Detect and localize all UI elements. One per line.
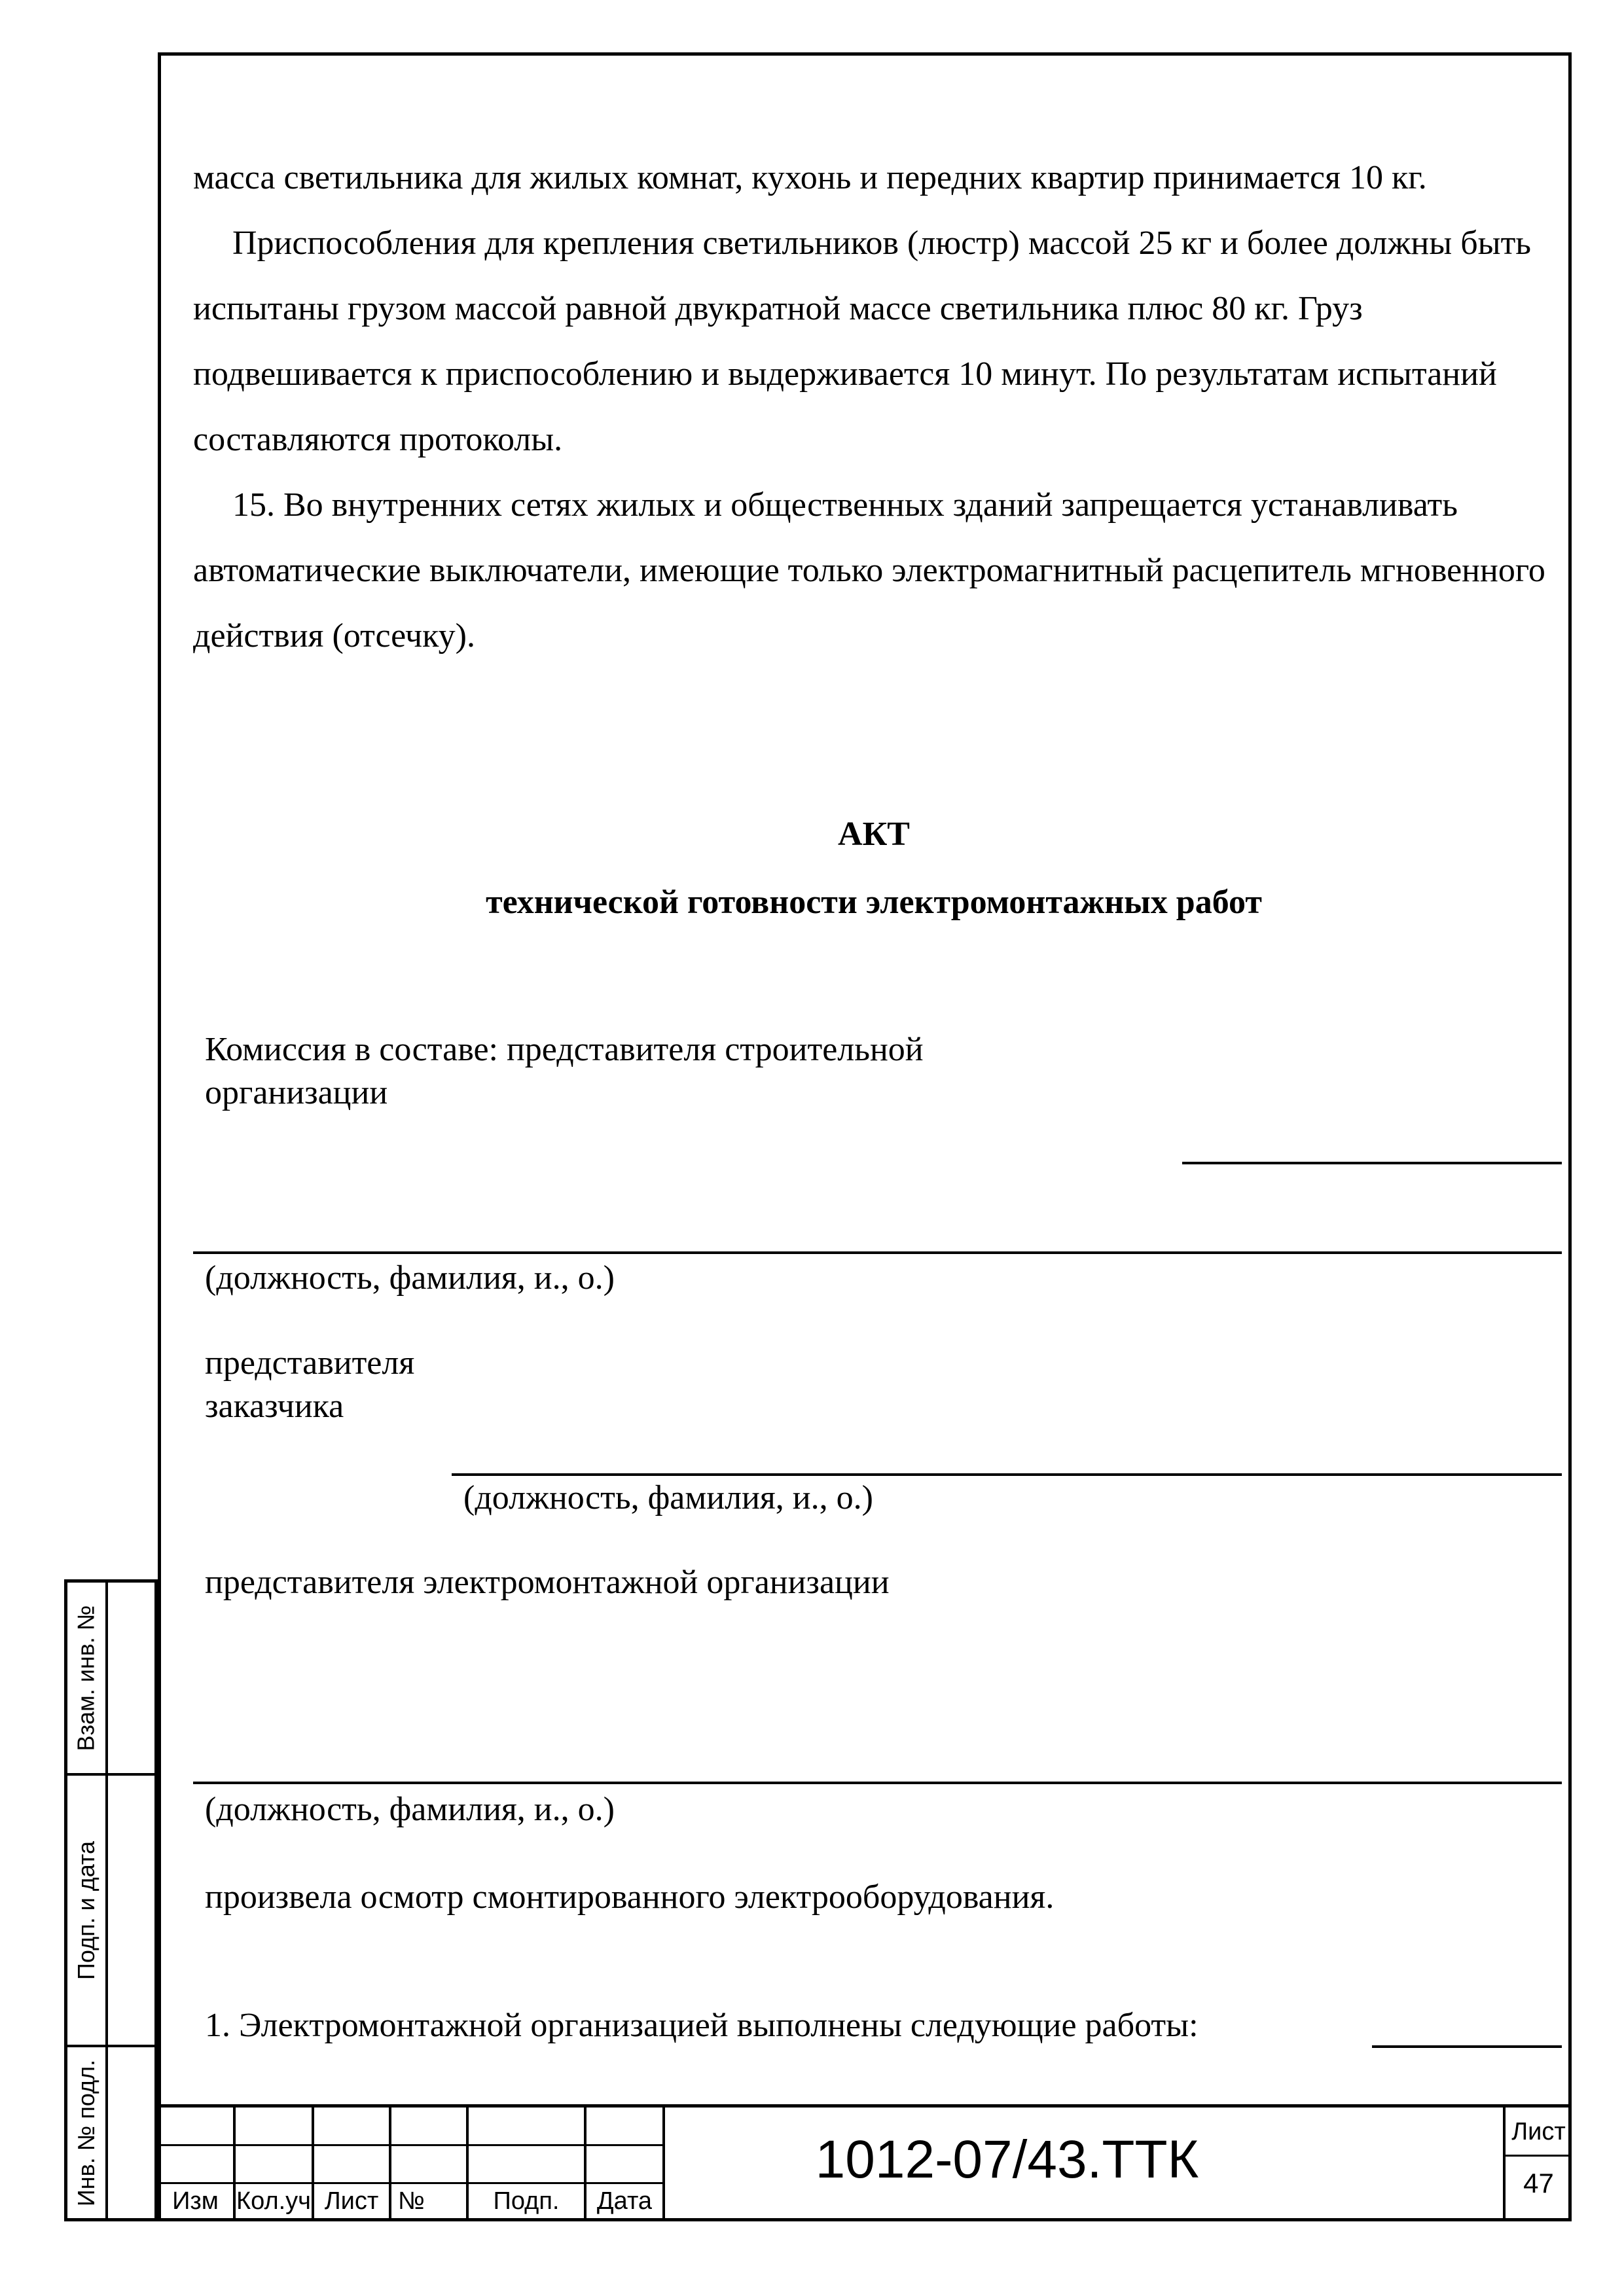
paragraph-2: Приспособления для крепления светильников (люстр) массой 25 кг и более должны быть испытаны грузом массой равной двукратной массе светильника плюс 80 кг. Груз подвешивается к приспособлению и выдерживается 10 минут. По результатам испытаний составляются протоколы. xyxy=(193,224,1532,458)
paragraph-3: 15. Во внутренних сетях жилых и общественных зданий запрещается устанавливать автоматические выключатели, имеющие только электромагнитный расцепитель мгновенного действия (отсечку). xyxy=(193,486,1545,655)
stamp-col-izm: Изм xyxy=(172,2187,219,2215)
stamp-col-data: Дата xyxy=(596,2187,653,2215)
stamp-col-list: Лист xyxy=(324,2187,379,2215)
title-block xyxy=(158,2104,1572,2221)
side-row-inv xyxy=(67,2047,154,2218)
side-row-vzam xyxy=(67,1583,154,1776)
caption-position-name: (должность, фамилия, и., о.) xyxy=(463,1479,873,1516)
commission-text: Комиссия в составе: представителя строительной организации xyxy=(205,1031,924,1111)
paragraph-1: масса светильника для жилых комнат, кухонь и передних квартир принимается 10 кг. xyxy=(193,159,1427,196)
side-strip xyxy=(64,1579,158,2221)
sheet-label: Лист xyxy=(1511,2118,1566,2145)
caption-position-name: (должность, фамилия, и., о.) xyxy=(205,1259,615,1297)
stamp-rule xyxy=(1503,2155,1572,2157)
electrical-org-text: представителя электромонтажной организации xyxy=(205,1564,890,1601)
side-label-podp: Подп. и дата xyxy=(73,1840,99,1980)
side-label-inv: Инв. № подл. xyxy=(73,2059,99,2206)
signature-line xyxy=(193,1782,1562,1784)
signature-line xyxy=(1182,1162,1562,1164)
act-subtitle: технической готовности электромонтажных работ xyxy=(486,884,1262,921)
body-text xyxy=(193,145,1555,669)
stamp-col-podp: Подп. xyxy=(493,2187,560,2215)
caption-position-name: (должность, фамилия, и., о.) xyxy=(205,1791,615,1828)
document-code: 1012-07/43.ТТК xyxy=(815,2130,1199,2189)
stamp-col-kol: Кол.уч xyxy=(236,2187,311,2215)
signature-line xyxy=(193,1251,1562,1254)
sheet-number: 47 xyxy=(1523,2168,1554,2198)
stamp-col-num: № xyxy=(398,2187,425,2215)
inspection-text: произвела осмотр смонтированного электрооборудования. xyxy=(205,1878,1055,1916)
signature-line xyxy=(452,1473,1562,1476)
side-row-podp xyxy=(67,1776,154,2047)
item-1-text: 1. Электромонтажной организацией выполнены следующие работы: xyxy=(205,2007,1199,2044)
signature-line xyxy=(1372,2045,1562,2048)
act-title: АКТ xyxy=(838,816,910,853)
customer-text: представителя заказчика xyxy=(205,1344,415,1425)
side-label-vzam: Взам. инв. № xyxy=(73,1604,99,1751)
